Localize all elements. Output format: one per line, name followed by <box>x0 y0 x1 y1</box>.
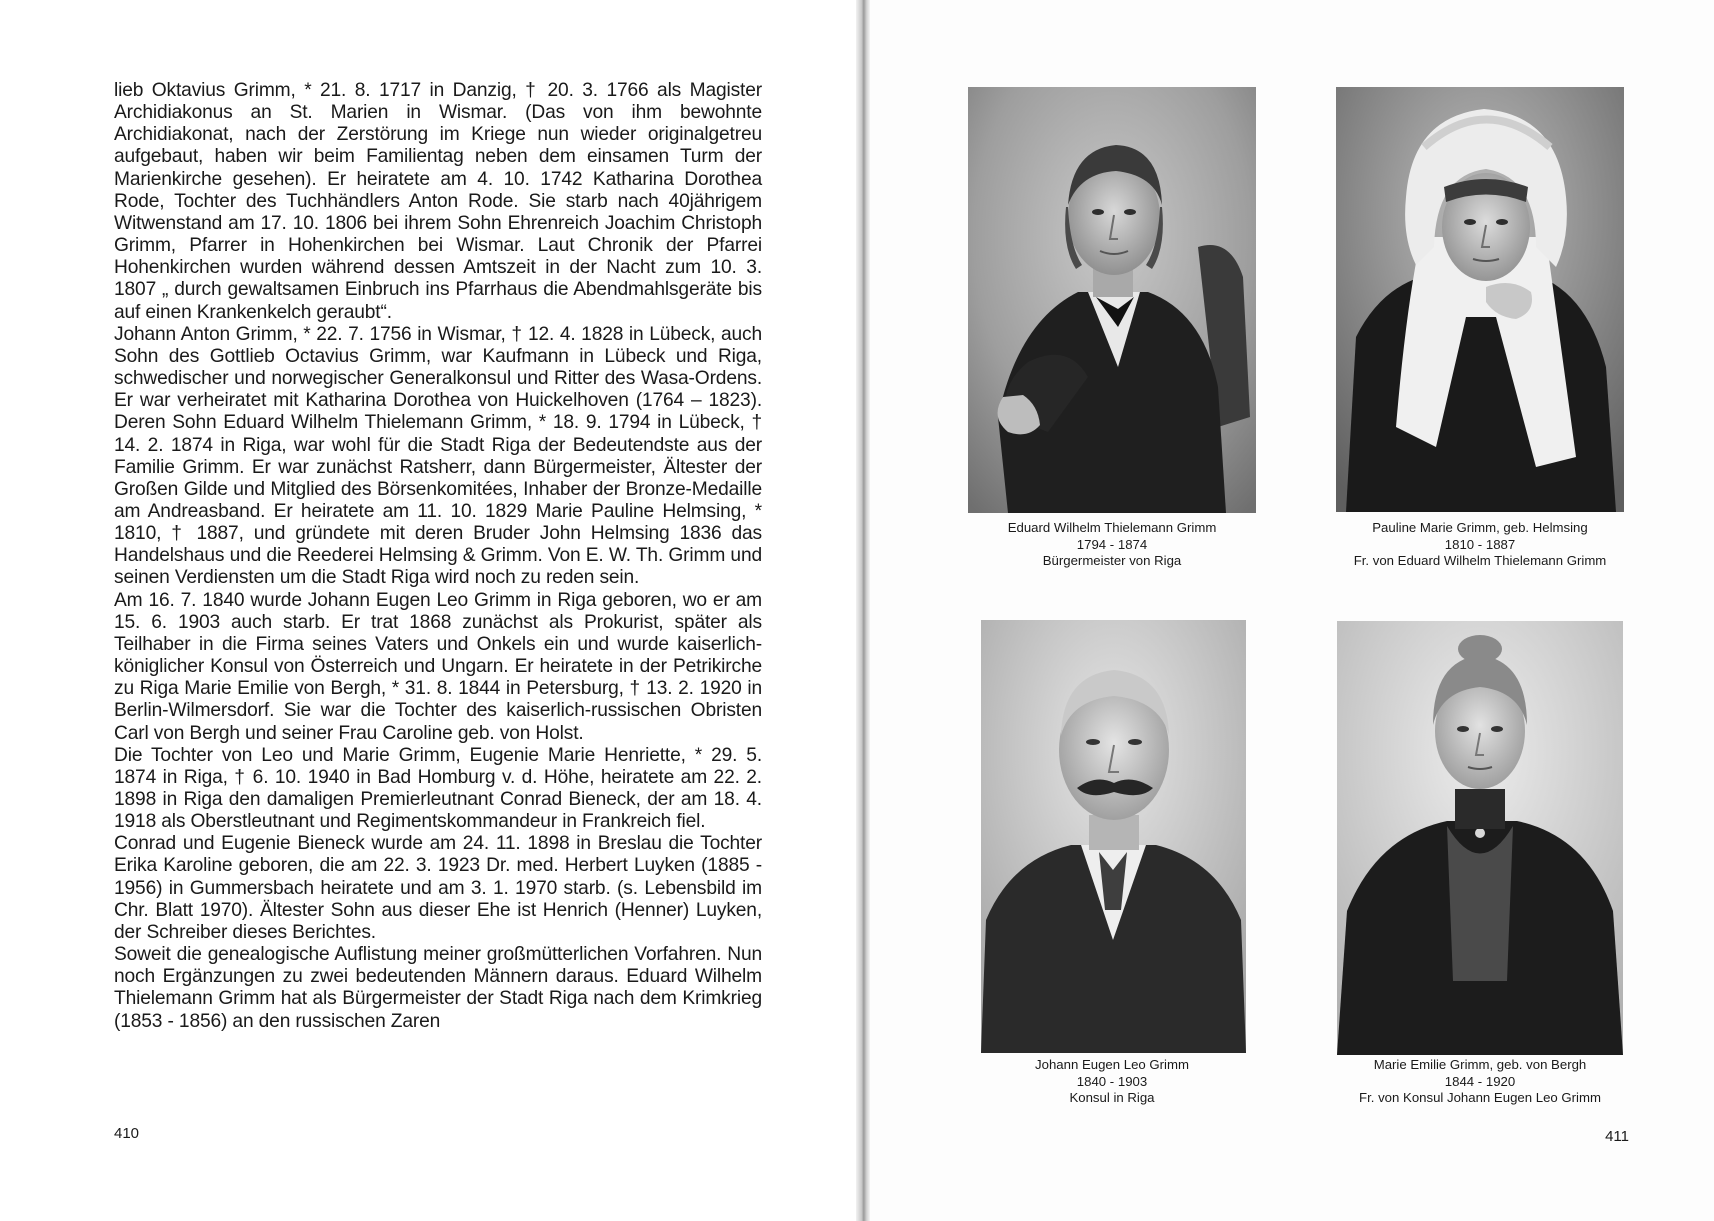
caption-eduard <box>950 520 1274 570</box>
caption-johann <box>950 1057 1274 1107</box>
caption-dates: 1840 - 1903 <box>1076 1073 1148 1089</box>
page-number-left: 410 <box>114 1125 140 1142</box>
portrait-photo-marie <box>1337 621 1623 1055</box>
caption-role: Bürgermeister von Riga <box>1042 553 1182 568</box>
paragraph-2: Johann Anton Grimm, * 22. 7. 1756 in Wismar, † 12. 4. 1828 in Lübeck, auch Sohn des Gottlieb Octavius Grimm, war Kaufmann in Lübeck und Riga, schwedischer und norwegischer Generalkonsul und Ritter des Wasa-Ordens. Er war verheiratet mit Katharina Dorothea von Huickelhoven (1764 – 1823). Deren Sohn Eduard Wilhelm Thielemann Grimm, * 18. 9. 1794 in Lübeck, † 14. 2. 1874 in Riga, war wohl für die Stadt Riga der Bedeutendste aus der Familie Grimm. Er war zunächst Ratsherr, dann Bürgermeister, Ältester der Großen Gilde und Mitglied des Börsenkomitées, Inhaber der Bronze-Medaille am Andreasband. Er heiratete am 11. 10. 1829 Marie Pauline Helmsing, * 1810, † 1887, und gründete mit deren Bruder John Helmsing 1836 das Handelshaus und die Reederei Helmsing & Grimm. Von E. W. Th. Grimm und seinen Verdiensten um die Stadt Riga wird noch zu reden sein. <box>114 323 762 589</box>
caption-pauline <box>1300 520 1660 570</box>
caption-role: Fr. von Eduard Wilhelm Thielemann Grimm <box>1353 553 1607 568</box>
paragraph-3: Am 16. 7. 1840 wurde Johann Eugen Leo Grimm in Riga geboren, wo er am 15. 6. 1903 auch starb. Er trat 1868 zunächst als Prokurist, später als Teilhaber in die Firma seines Vaters und Onkels ein und wurde kaiserlich-königlicher Konsul von Österreich und Ungarn. Er heiratete in der Petrikirche zu Riga Marie Emilie von Bergh, * 31. 8. 1844 in Petersburg, † 13. 2. 1920 in Berlin-Wilmersdorf. Sie war die Tochter des kaiserlich-russischen Obristen Carl von Bergh und seiner Frau Caroline geb. von Holst. <box>114 589 762 744</box>
paragraph-4: Die Tochter von Leo und Marie Grimm, Eugenie Marie Henriette, * 29. 5. 1874 in Riga, † 6. 10. 1940 in Bad Homburg v. d. Höhe, heiratete am 22. 2. 1898 in Riga den damaligen Premierleutnant Conrad Bieneck, der am 18. 4. 1918 als Oberstleutnant und Regimentskommandeur in Frankreich fiel. <box>114 744 762 833</box>
caption-name: Pauline Marie Grimm, geb. Helmsing <box>1372 520 1588 535</box>
caption-name: Johann Eugen Leo Grimm <box>1035 1057 1189 1072</box>
portrait-photo-pauline <box>1336 87 1624 512</box>
caption-role: Fr. von Konsul Johann Eugen Leo Grimm <box>1359 1090 1601 1105</box>
paragraph-1: lieb Oktavius Grimm, * 21. 8. 1717 in Danzig, † 20. 3. 1766 als Magister Archidiakonus an St. Marien in Wismar. (Das von ihm bewohnte Archidiakonat, nach der Zerstörung im Kriege nun wieder originalgetreu aufgebaut, haben wir beim Familientag neben dem einsamen Turm der Marienkirche gesehen). Er heiratete am 4. 10. 1742 Katharina Dorothea Rode, Tochter des Tuchhändlers Anton Rode. Sie starb nach 40jährigem Witwenstand am 17. 10. 1806 bei ihrem Sohn Ehrenreich Joachim Christoph Grimm, Pfarrer in Hohenkirchen bei Wismar. Laut Chronik der Pfarrei Hohenkirchen wurden während dessen Amtszeit in der Nacht zum 10. 3. 1807 „ durch gewaltsamen Einbruch ins Pfarrhaus die Abendmahlsgeräte bis auf einen Krankenkelch geraubt“. <box>114 80 762 323</box>
page-number-right: 411 <box>1605 1128 1629 1145</box>
portrait-photo-johann <box>981 620 1246 1053</box>
body-text <box>114 80 762 1033</box>
caption-dates: 1844 - 1920 <box>1444 1073 1516 1089</box>
caption-name: Eduard Wilhelm Thielemann Grimm <box>1007 520 1217 535</box>
paragraph-5: Conrad und Eugenie Bieneck wurde am 24. 11. 1898 in Breslau die Tochter Erika Karoline geboren, die am 22. 3. 1923 Dr. med. Herbert Luyken (1885 - 1956) in Gummersbach heiratete und am 3. 1. 1970 starb. (s. Lebensbild im Chr. Blatt 1970). Ältester Sohn aus dieser Ehe ist Henrich (Henner) Luyken, der Schreiber dieses Berichtes. <box>114 833 762 943</box>
paragraph-6: Soweit die genealogische Auflistung meiner großmütterlichen Vorfahren. Nun noch Ergänzungen zu zwei bedeutenden Männern daraus. Eduard Wilhelm Thielemann Grimm hat als Bürgermeister der Stadt Riga nach dem Krimkrieg (1853 - 1856) an den russischen Zaren <box>114 944 762 1032</box>
caption-role: Konsul in Riga <box>1069 1090 1155 1105</box>
caption-name: Marie Emilie Grimm, geb. von Bergh <box>1373 1057 1587 1072</box>
caption-dates: 1794 - 1874 <box>1076 536 1148 552</box>
portrait-photo-eduard <box>968 87 1256 513</box>
caption-dates: 1810 - 1887 <box>1444 536 1516 552</box>
book-spine <box>856 0 870 1221</box>
caption-marie <box>1300 1057 1660 1107</box>
right-page <box>870 0 1714 1221</box>
left-page <box>0 0 856 1221</box>
